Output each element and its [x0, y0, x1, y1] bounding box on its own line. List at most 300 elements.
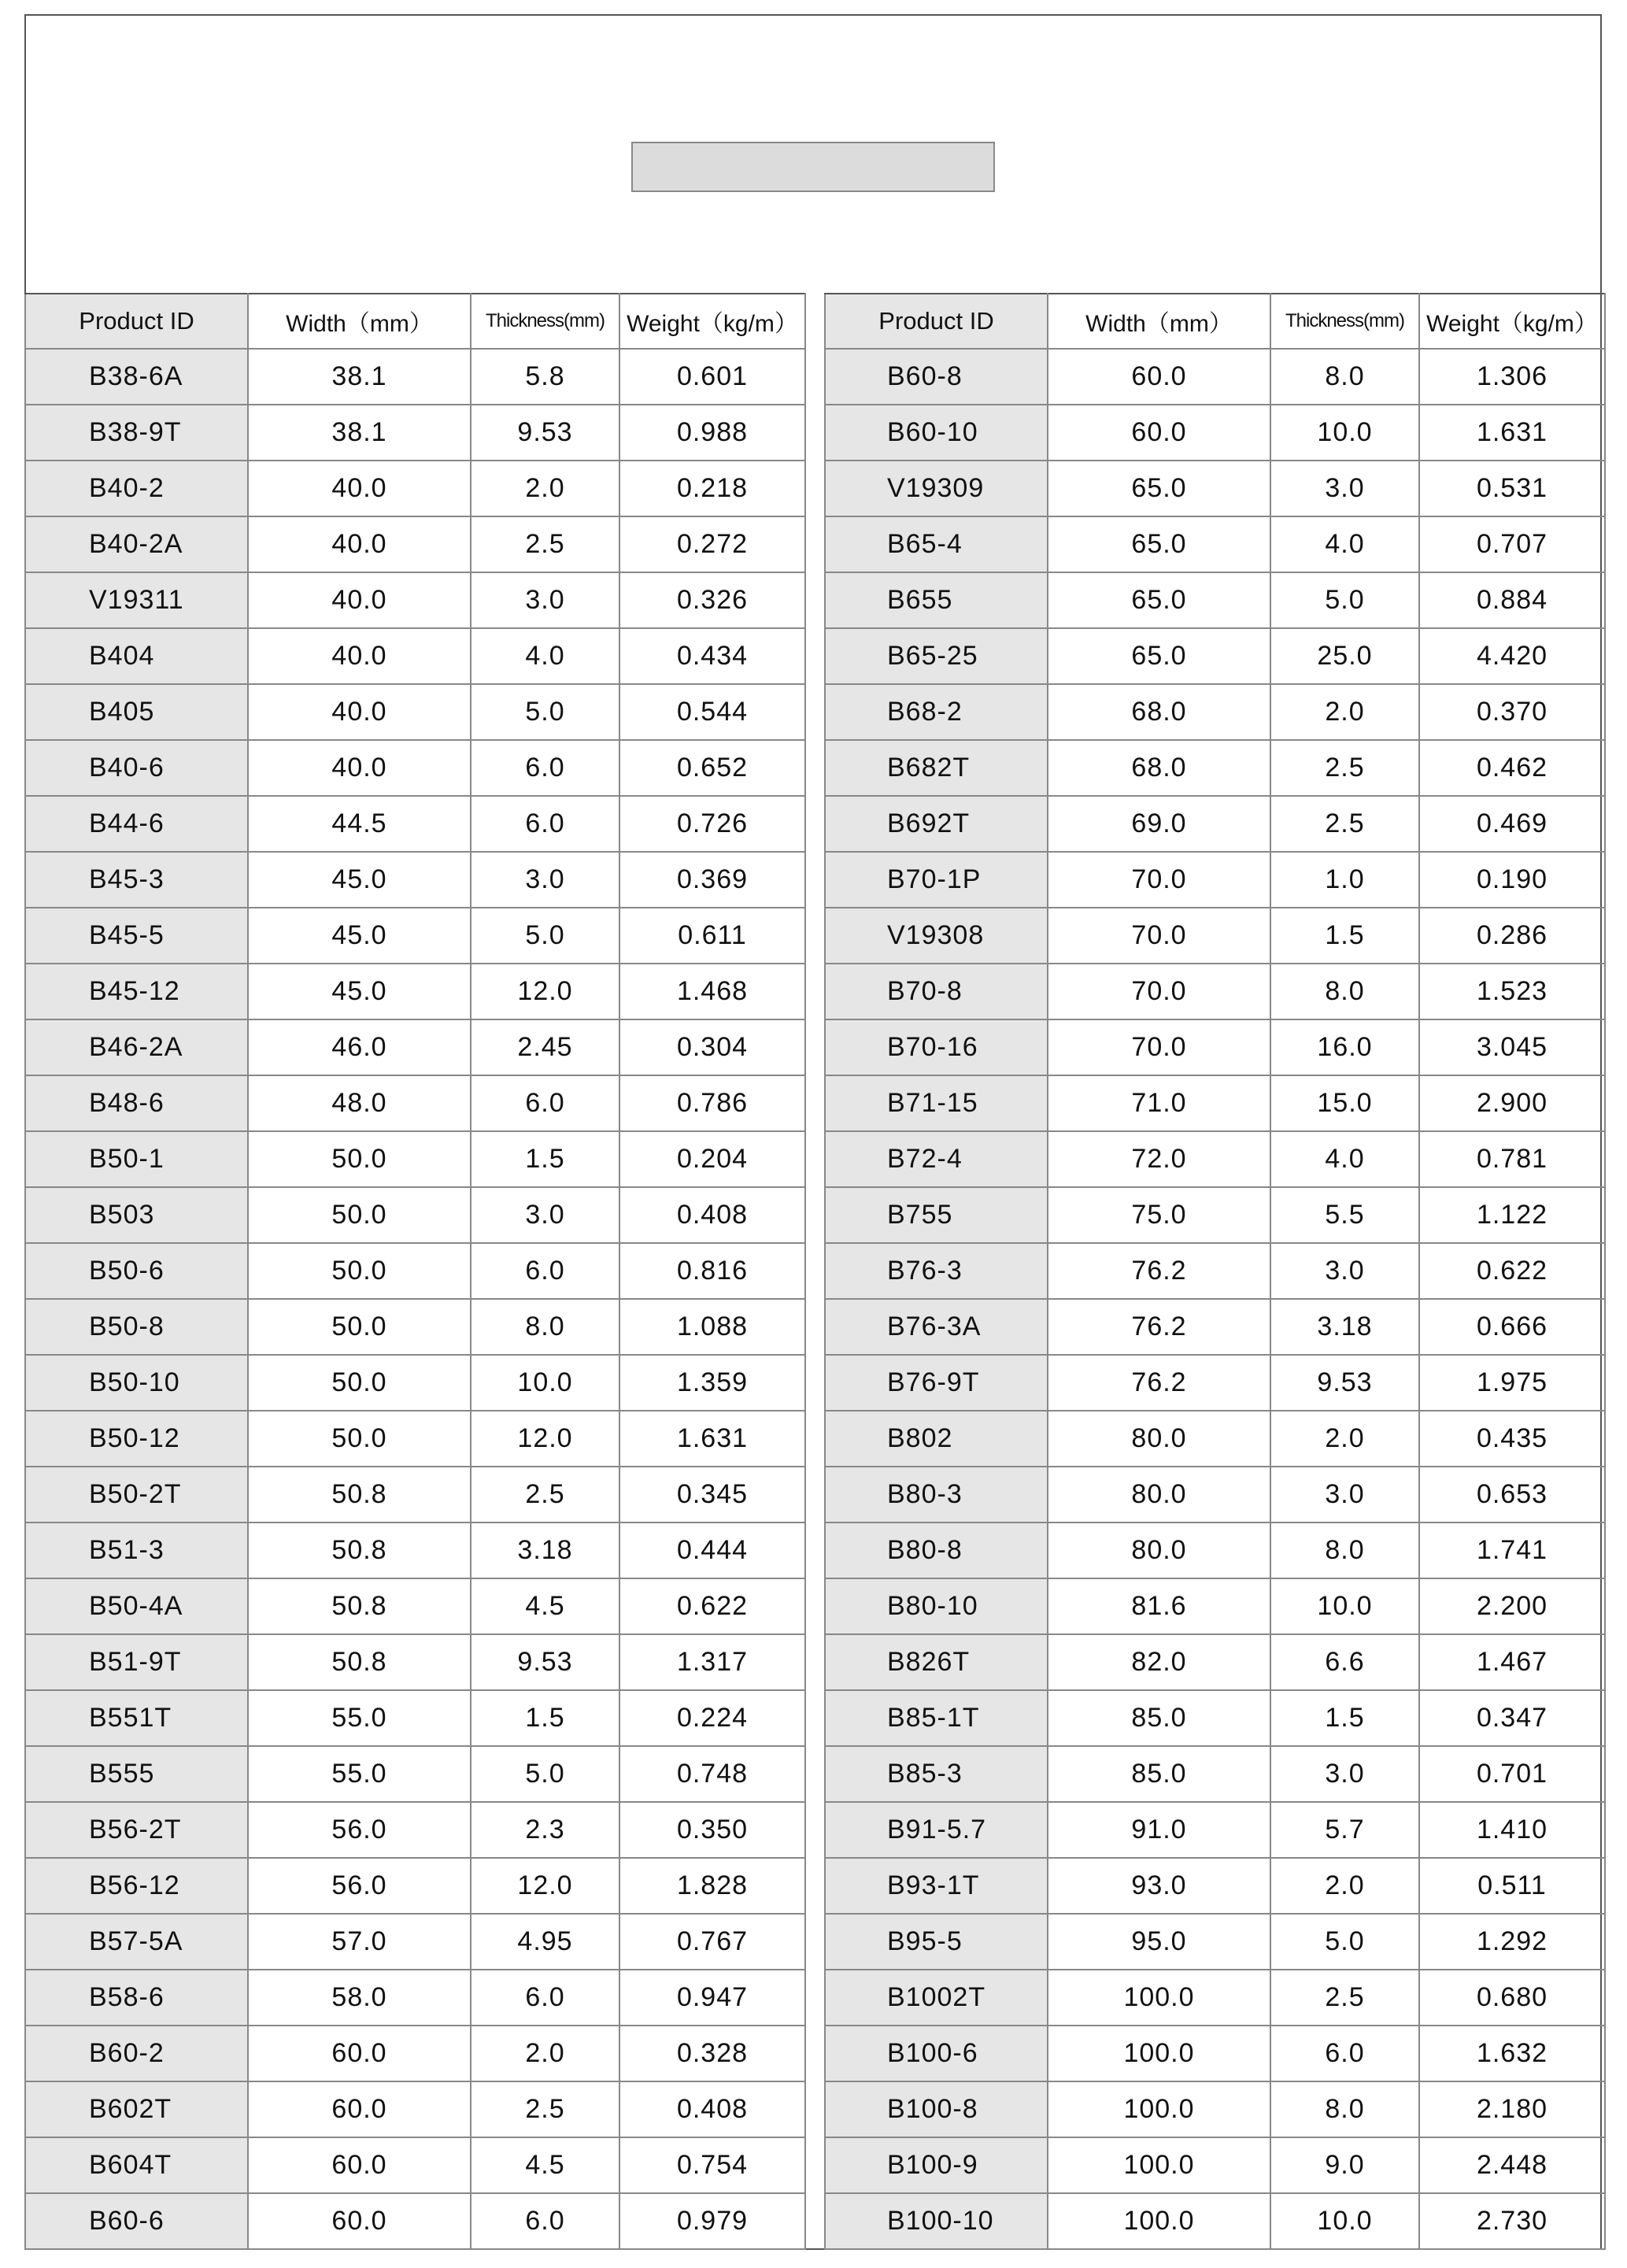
- width-cell: 60.0: [248, 2026, 471, 2081]
- thickness-cell: 2.0: [1270, 1858, 1419, 1914]
- weight-cell: 1.467: [1419, 1634, 1605, 1690]
- weight-cell: 0.816: [619, 1243, 805, 1299]
- width-cell: 60.0: [1048, 405, 1270, 461]
- weight-cell: 0.408: [619, 2081, 805, 2137]
- width-cell: 72.0: [1048, 1131, 1270, 1187]
- thickness-cell: 9.0: [1270, 2137, 1419, 2193]
- thickness-cell: 3.0: [1270, 1243, 1419, 1299]
- thickness-cell: 1.5: [471, 1131, 619, 1187]
- width-cell: 57.0: [248, 1914, 471, 1970]
- thickness-cell: 5.0: [471, 684, 619, 740]
- thickness-cell: 8.0: [471, 1299, 619, 1355]
- product-id-cell: V19311: [25, 572, 248, 628]
- width-cell: 50.8: [248, 1467, 471, 1522]
- weight-cell: 2.180: [1419, 2081, 1605, 2137]
- width-cell: 80.0: [1048, 1411, 1270, 1467]
- weight-cell: 0.435: [1419, 1411, 1605, 1467]
- header-width: Width（mm）: [248, 294, 471, 349]
- thickness-cell: 25.0: [1270, 628, 1419, 684]
- product-id-cell: B48-6: [25, 1075, 248, 1131]
- product-id-cell: B682T: [825, 740, 1048, 796]
- product-id-cell: B85-3: [825, 1746, 1048, 1802]
- weight-cell: 1.631: [619, 1411, 805, 1467]
- product-id-cell: B46-2A: [25, 1019, 248, 1075]
- thickness-cell: 10.0: [1270, 405, 1419, 461]
- thickness-cell: 8.0: [1270, 964, 1419, 1019]
- table-row: [25, 1019, 805, 1075]
- table-row: [825, 796, 1605, 852]
- thickness-cell: 2.5: [471, 1467, 619, 1522]
- weight-cell: 0.767: [619, 1914, 805, 1970]
- weight-cell: 0.754: [619, 2137, 805, 2193]
- product-id-cell: V19308: [825, 908, 1048, 964]
- table-row: [25, 1690, 805, 1746]
- width-cell: 40.0: [248, 628, 471, 684]
- thickness-cell: 6.0: [471, 740, 619, 796]
- weight-cell: 0.462: [1419, 740, 1605, 796]
- thickness-cell: 1.5: [1270, 1690, 1419, 1746]
- weight-cell: 1.975: [1419, 1355, 1605, 1411]
- table-row: [25, 1075, 805, 1131]
- table-row: [825, 684, 1605, 740]
- width-cell: 45.0: [248, 964, 471, 1019]
- product-id-cell: B1002T: [825, 1970, 1048, 2026]
- table-row: [825, 1299, 1605, 1355]
- product-id-cell: B40-2: [25, 461, 248, 516]
- thickness-cell: 5.7: [1270, 1802, 1419, 1858]
- weight-cell: 2.200: [1419, 1578, 1605, 1634]
- table-row: [825, 964, 1605, 1019]
- product-id-cell: B76-3: [825, 1243, 1048, 1299]
- product-id-cell: B60-10: [825, 405, 1048, 461]
- product-id-cell: B60-2: [25, 2026, 248, 2081]
- width-cell: 75.0: [1048, 1187, 1270, 1243]
- thickness-cell: 1.5: [1270, 908, 1419, 964]
- thickness-cell: 6.0: [471, 2193, 619, 2249]
- thickness-cell: 1.0: [1270, 852, 1419, 908]
- product-id-cell: B655: [825, 572, 1048, 628]
- weight-cell: 1.306: [1419, 349, 1605, 405]
- product-table-left: [24, 293, 806, 2250]
- weight-cell: 0.786: [619, 1075, 805, 1131]
- table-row: [825, 1187, 1605, 1243]
- thickness-cell: 2.3: [471, 1802, 619, 1858]
- product-id-cell: B72-4: [825, 1131, 1048, 1187]
- width-cell: 70.0: [1048, 908, 1270, 964]
- width-cell: 80.0: [1048, 1467, 1270, 1522]
- thickness-cell: 4.5: [471, 2137, 619, 2193]
- table-row: [825, 1746, 1605, 1802]
- product-id-cell: B70-8: [825, 964, 1048, 1019]
- thickness-cell: 4.0: [471, 628, 619, 684]
- table-row: [25, 516, 805, 572]
- width-cell: 60.0: [248, 2137, 471, 2193]
- width-cell: 70.0: [1048, 852, 1270, 908]
- width-cell: 58.0: [248, 1970, 471, 2026]
- thickness-cell: 2.5: [1270, 796, 1419, 852]
- width-cell: 70.0: [1048, 1019, 1270, 1075]
- product-id-cell: B51-9T: [25, 1634, 248, 1690]
- thickness-cell: 2.5: [1270, 1970, 1419, 2026]
- product-id-cell: V19309: [825, 461, 1048, 516]
- width-cell: 45.0: [248, 908, 471, 964]
- thickness-cell: 9.53: [471, 405, 619, 461]
- table-row: [825, 1522, 1605, 1578]
- table-row: [25, 1746, 805, 1802]
- width-cell: 93.0: [1048, 1858, 1270, 1914]
- thickness-cell: 5.8: [471, 349, 619, 405]
- weight-cell: 0.511: [1419, 1858, 1605, 1914]
- width-cell: 85.0: [1048, 1690, 1270, 1746]
- thickness-cell: 3.0: [471, 1187, 619, 1243]
- product-id-cell: B40-2A: [25, 516, 248, 572]
- thickness-cell: 3.0: [1270, 1746, 1419, 1802]
- product-id-cell: B50-4A: [25, 1578, 248, 1634]
- product-id-cell: B826T: [825, 1634, 1048, 1690]
- width-cell: 76.2: [1048, 1299, 1270, 1355]
- weight-cell: 0.601: [619, 349, 805, 405]
- product-id-cell: B38-9T: [25, 405, 248, 461]
- table-row: [825, 1075, 1605, 1131]
- product-id-cell: B68-2: [825, 684, 1048, 740]
- width-cell: 40.0: [248, 684, 471, 740]
- weight-cell: 1.359: [619, 1355, 805, 1411]
- table-row: [825, 2026, 1605, 2081]
- thickness-cell: 4.0: [1270, 516, 1419, 572]
- weight-cell: 0.434: [619, 628, 805, 684]
- header-product-id: Product ID: [825, 294, 1048, 349]
- width-cell: 40.0: [248, 740, 471, 796]
- product-id-cell: B503: [25, 1187, 248, 1243]
- weight-cell: 0.947: [619, 1970, 805, 2026]
- header-thickness: Thickness(mm): [471, 294, 619, 349]
- weight-cell: 0.701: [1419, 1746, 1605, 1802]
- thickness-cell: 4.95: [471, 1914, 619, 1970]
- table-row: [825, 349, 1605, 405]
- weight-cell: 0.328: [619, 2026, 805, 2081]
- weight-cell: 0.469: [1419, 796, 1605, 852]
- thickness-cell: 10.0: [471, 1355, 619, 1411]
- thickness-cell: 2.0: [471, 2026, 619, 2081]
- product-id-cell: B50-12: [25, 1411, 248, 1467]
- weight-cell: 1.523: [1419, 964, 1605, 1019]
- table-row: [25, 908, 805, 964]
- thickness-cell: 6.0: [1270, 2026, 1419, 2081]
- product-id-cell: B70-16: [825, 1019, 1048, 1075]
- product-id-cell: B60-8: [825, 349, 1048, 405]
- width-cell: 80.0: [1048, 1522, 1270, 1578]
- weight-cell: 0.726: [619, 796, 805, 852]
- table-row: [825, 908, 1605, 964]
- header-weight: Weight（kg/m）: [619, 294, 805, 349]
- product-id-cell: B602T: [25, 2081, 248, 2137]
- width-cell: 50.0: [248, 1131, 471, 1187]
- table-row: [25, 1578, 805, 1634]
- product-id-cell: B85-1T: [825, 1690, 1048, 1746]
- width-cell: 100.0: [1048, 2081, 1270, 2137]
- width-cell: 50.8: [248, 1522, 471, 1578]
- thickness-cell: 6.6: [1270, 1634, 1419, 1690]
- table-row: [825, 1019, 1605, 1075]
- width-cell: 40.0: [248, 572, 471, 628]
- table-row: [825, 1858, 1605, 1914]
- product-id-cell: B93-1T: [825, 1858, 1048, 1914]
- table-row: [25, 572, 805, 628]
- width-cell: 60.0: [1048, 349, 1270, 405]
- width-cell: 65.0: [1048, 628, 1270, 684]
- width-cell: 100.0: [1048, 2026, 1270, 2081]
- weight-cell: 0.347: [1419, 1690, 1605, 1746]
- thickness-cell: 2.5: [471, 2081, 619, 2137]
- width-cell: 44.5: [248, 796, 471, 852]
- thickness-cell: 5.0: [471, 908, 619, 964]
- weight-cell: 1.632: [1419, 2026, 1605, 2081]
- weight-cell: 0.370: [1419, 684, 1605, 740]
- width-cell: 50.0: [248, 1243, 471, 1299]
- width-cell: 50.8: [248, 1634, 471, 1690]
- table-row: [25, 2193, 805, 2249]
- width-cell: 50.0: [248, 1187, 471, 1243]
- product-id-cell: B57-5A: [25, 1914, 248, 1970]
- product-id-cell: B70-1P: [825, 852, 1048, 908]
- table-header-row: [825, 294, 1605, 349]
- weight-cell: 0.444: [619, 1522, 805, 1578]
- product-id-cell: B80-8: [825, 1522, 1048, 1578]
- width-cell: 76.2: [1048, 1355, 1270, 1411]
- thickness-cell: 3.18: [1270, 1299, 1419, 1355]
- table-row: [825, 628, 1605, 684]
- weight-cell: 0.707: [1419, 516, 1605, 572]
- product-table-right: [824, 293, 1606, 2250]
- product-id-cell: B56-12: [25, 1858, 248, 1914]
- width-cell: 40.0: [248, 516, 471, 572]
- width-cell: 100.0: [1048, 2137, 1270, 2193]
- product-id-cell: B80-10: [825, 1578, 1048, 1634]
- table-header-row: [25, 294, 805, 349]
- width-cell: 38.1: [248, 349, 471, 405]
- table-row: [825, 2081, 1605, 2137]
- width-cell: 50.0: [248, 1299, 471, 1355]
- weight-cell: 0.979: [619, 2193, 805, 2249]
- width-cell: 60.0: [248, 2081, 471, 2137]
- table-row: [25, 740, 805, 796]
- width-cell: 65.0: [1048, 461, 1270, 516]
- table-row: [25, 1355, 805, 1411]
- product-id-cell: B100-9: [825, 2137, 1048, 2193]
- weight-cell: 1.088: [619, 1299, 805, 1355]
- table-row: [25, 461, 805, 516]
- table-row: [825, 1355, 1605, 1411]
- weight-cell: 0.653: [1419, 1467, 1605, 1522]
- weight-cell: 1.292: [1419, 1914, 1605, 1970]
- product-id-cell: B50-6: [25, 1243, 248, 1299]
- product-id-cell: B38-6A: [25, 349, 248, 405]
- width-cell: 100.0: [1048, 1970, 1270, 2026]
- weight-cell: 1.122: [1419, 1187, 1605, 1243]
- thickness-cell: 2.0: [1270, 1411, 1419, 1467]
- thickness-cell: 8.0: [1270, 2081, 1419, 2137]
- product-id-cell: B45-5: [25, 908, 248, 964]
- table-body-right: [825, 349, 1605, 2249]
- thickness-cell: 10.0: [1270, 1578, 1419, 1634]
- thickness-cell: 1.5: [471, 1690, 619, 1746]
- width-cell: 69.0: [1048, 796, 1270, 852]
- product-id-cell: B50-8: [25, 1299, 248, 1355]
- weight-cell: 1.317: [619, 1634, 805, 1690]
- table-row: [825, 740, 1605, 796]
- table-row: [25, 1299, 805, 1355]
- width-cell: 38.1: [248, 405, 471, 461]
- product-id-cell: B692T: [825, 796, 1048, 852]
- table-row: [825, 1690, 1605, 1746]
- thickness-cell: 15.0: [1270, 1075, 1419, 1131]
- product-id-cell: B65-4: [825, 516, 1048, 572]
- product-id-cell: B604T: [25, 2137, 248, 2193]
- thickness-cell: 5.0: [1270, 1914, 1419, 1970]
- weight-cell: 0.988: [619, 405, 805, 461]
- header-product-id: Product ID: [25, 294, 248, 349]
- thickness-cell: 9.53: [1270, 1355, 1419, 1411]
- header-thickness: Thickness(mm): [1270, 294, 1419, 349]
- width-cell: 95.0: [1048, 1914, 1270, 1970]
- width-cell: 46.0: [248, 1019, 471, 1075]
- width-cell: 76.2: [1048, 1243, 1270, 1299]
- thickness-cell: 6.0: [471, 1075, 619, 1131]
- width-cell: 55.0: [248, 1690, 471, 1746]
- width-cell: 100.0: [1048, 2193, 1270, 2249]
- product-id-cell: B100-10: [825, 2193, 1048, 2249]
- thickness-cell: 12.0: [471, 1858, 619, 1914]
- width-cell: 70.0: [1048, 964, 1270, 1019]
- thickness-cell: 3.18: [471, 1522, 619, 1578]
- table-row: [25, 1522, 805, 1578]
- weight-cell: 0.781: [1419, 1131, 1605, 1187]
- width-cell: 40.0: [248, 461, 471, 516]
- weight-cell: 0.190: [1419, 852, 1605, 908]
- width-cell: 91.0: [1048, 1802, 1270, 1858]
- weight-cell: 0.350: [619, 1802, 805, 1858]
- width-cell: 82.0: [1048, 1634, 1270, 1690]
- table-row: [825, 1131, 1605, 1187]
- weight-cell: 0.408: [619, 1187, 805, 1243]
- width-cell: 50.0: [248, 1355, 471, 1411]
- product-id-cell: B40-6: [25, 740, 248, 796]
- table-row: [825, 2193, 1605, 2249]
- product-id-cell: B91-5.7: [825, 1802, 1048, 1858]
- weight-cell: 0.272: [619, 516, 805, 572]
- width-cell: 68.0: [1048, 684, 1270, 740]
- width-cell: 50.0: [248, 1411, 471, 1467]
- thickness-cell: 6.0: [471, 1243, 619, 1299]
- weight-cell: 0.680: [1419, 1970, 1605, 2026]
- width-cell: 60.0: [248, 2193, 471, 2249]
- table-row: [25, 2137, 805, 2193]
- table-row: [25, 1131, 805, 1187]
- product-id-cell: B65-25: [825, 628, 1048, 684]
- thickness-cell: 5.5: [1270, 1187, 1419, 1243]
- thickness-cell: 2.0: [471, 461, 619, 516]
- table-row: [25, 852, 805, 908]
- weight-cell: 0.218: [619, 461, 805, 516]
- thickness-cell: 4.5: [471, 1578, 619, 1634]
- thickness-cell: 2.5: [471, 516, 619, 572]
- table-row: [25, 405, 805, 461]
- weight-cell: 2.730: [1419, 2193, 1605, 2249]
- thickness-cell: 4.0: [1270, 1131, 1419, 1187]
- weight-cell: 0.345: [619, 1467, 805, 1522]
- table-row: [25, 1411, 805, 1467]
- table-row: [25, 1187, 805, 1243]
- table-row: [825, 516, 1605, 572]
- product-id-cell: B71-15: [825, 1075, 1048, 1131]
- table-row: [25, 1802, 805, 1858]
- table-row: [825, 405, 1605, 461]
- weight-cell: 0.326: [619, 572, 805, 628]
- thickness-cell: 2.0: [1270, 684, 1419, 740]
- weight-cell: 2.448: [1419, 2137, 1605, 2193]
- product-id-cell: B100-8: [825, 2081, 1048, 2137]
- weight-cell: 0.611: [619, 908, 805, 964]
- width-cell: 68.0: [1048, 740, 1270, 796]
- weight-cell: 0.622: [1419, 1243, 1605, 1299]
- thickness-cell: 2.45: [471, 1019, 619, 1075]
- table-row: [825, 1634, 1605, 1690]
- weight-cell: 3.045: [1419, 1019, 1605, 1075]
- weight-cell: 0.286: [1419, 908, 1605, 964]
- table-row: [825, 2137, 1605, 2193]
- width-cell: 55.0: [248, 1746, 471, 1802]
- width-cell: 56.0: [248, 1858, 471, 1914]
- table-row: [25, 684, 805, 740]
- product-id-cell: B404: [25, 628, 248, 684]
- table-row: [25, 349, 805, 405]
- product-id-cell: B50-2T: [25, 1467, 248, 1522]
- weight-cell: 0.531: [1419, 461, 1605, 516]
- weight-cell: 0.304: [619, 1019, 805, 1075]
- header-width: Width（mm）: [1048, 294, 1270, 349]
- table-row: [825, 461, 1605, 516]
- table-row: [825, 572, 1605, 628]
- width-cell: 45.0: [248, 852, 471, 908]
- weight-cell: 0.748: [619, 1746, 805, 1802]
- product-id-cell: B405: [25, 684, 248, 740]
- table-row: [25, 1467, 805, 1522]
- table-row: [825, 852, 1605, 908]
- width-cell: 81.6: [1048, 1578, 1270, 1634]
- weight-cell: 2.900: [1419, 1075, 1605, 1131]
- product-id-cell: B76-9T: [825, 1355, 1048, 1411]
- product-id-cell: B95-5: [825, 1914, 1048, 1970]
- table-row: [825, 1970, 1605, 2026]
- width-cell: 50.8: [248, 1578, 471, 1634]
- header-weight: Weight（kg/m）: [1419, 294, 1605, 349]
- width-cell: 71.0: [1048, 1075, 1270, 1131]
- product-id-cell: B555: [25, 1746, 248, 1802]
- product-id-cell: B60-6: [25, 2193, 248, 2249]
- title-placeholder-box: [631, 142, 995, 192]
- product-id-cell: B45-12: [25, 964, 248, 1019]
- weight-cell: 1.631: [1419, 405, 1605, 461]
- weight-cell: 1.741: [1419, 1522, 1605, 1578]
- thickness-cell: 6.0: [471, 796, 619, 852]
- thickness-cell: 3.0: [1270, 461, 1419, 516]
- weight-cell: 1.468: [619, 964, 805, 1019]
- table-row: [825, 1411, 1605, 1467]
- product-id-cell: B45-3: [25, 852, 248, 908]
- table-body-left: [25, 349, 805, 2249]
- weight-cell: 4.420: [1419, 628, 1605, 684]
- product-id-cell: B56-2T: [25, 1802, 248, 1858]
